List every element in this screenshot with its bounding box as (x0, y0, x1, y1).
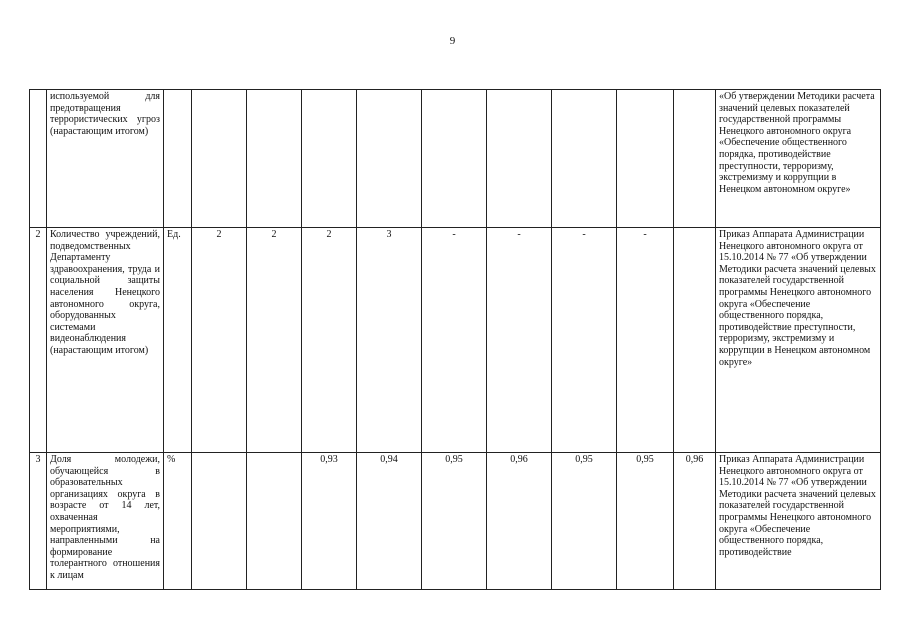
value-cell: - (422, 228, 487, 453)
value-cell: - (487, 228, 552, 453)
source-document: Приказ Аппарата Администрации Ненецкого автономного округа от 15.10.2014 № 77 «Об утверждении Методики расчета значений целевых показателей государственной программы Ненецкого автономного округа «Обеспечение общественного порядка, противодействие преступности, терроризму, экстремизму и коррупции в Ненецком автономном округе» (716, 228, 881, 453)
table-row (30, 228, 881, 453)
value-cell: 0,95 (422, 453, 487, 590)
row-number: 3 (30, 453, 47, 590)
value-cell (192, 90, 247, 228)
row-number (30, 90, 47, 228)
row-number: 2 (30, 228, 47, 453)
indicators-table (29, 89, 881, 590)
value-cell (302, 90, 357, 228)
source-document: Приказ Аппарата Администрации Ненецкого автономного округа от 15.10.2014 № 77 «Об утверждении Методики расчета значений целевых показателей государственной программы Ненецкого автономного округа «Обеспечение общественного порядка, противодействие (716, 453, 881, 590)
value-cell: 3 (357, 228, 422, 453)
value-cell (357, 90, 422, 228)
indicator-name: Доля молодежи, обучающейся в образовательных организациях округа в возрасте от 14 лет, охваченная мероприятиями, направленными на формирование толерантного отношения к лицам (47, 453, 164, 590)
value-cell (192, 453, 247, 590)
table-row (30, 453, 881, 590)
table-row (30, 90, 881, 228)
indicator-name: используемой для предотвращения террористических угроз (нарастающим итогом) (47, 90, 164, 228)
value-cell: 2 (302, 228, 357, 453)
source-document: «Об утверждении Методики расчета значений целевых показателей государственной программы Ненецкого автономного округа «Обеспечение общественного порядка, противодействие преступности, терроризму, экстремизму и коррупции в Ненецком автономном округе» (716, 90, 881, 228)
value-cell: 2 (192, 228, 247, 453)
unit-cell: % (164, 453, 192, 590)
value-cell: 0,94 (357, 453, 422, 590)
value-cell: 2 (247, 228, 302, 453)
value-cell (674, 228, 716, 453)
value-cell: 0,96 (674, 453, 716, 590)
indicator-name: Количество учреждений, подведомственных Департаменту здравоохранения, труда и социальной защиты населения Ненецкого автономного округа, оборудованных системами видеонаблюдения (нарастающим итогом) (47, 228, 164, 453)
value-cell: 0,95 (552, 453, 617, 590)
value-cell (617, 90, 674, 228)
page-number: 9 (449, 35, 456, 47)
unit-cell: Ед. (164, 228, 192, 453)
value-cell: 0,95 (617, 453, 674, 590)
value-cell: 0,96 (487, 453, 552, 590)
value-cell (674, 90, 716, 228)
value-cell (552, 90, 617, 228)
value-cell (487, 90, 552, 228)
unit-cell (164, 90, 192, 228)
value-cell: 0,93 (302, 453, 357, 590)
value-cell (422, 90, 487, 228)
value-cell: - (617, 228, 674, 453)
value-cell (247, 453, 302, 590)
value-cell: - (552, 228, 617, 453)
value-cell (247, 90, 302, 228)
